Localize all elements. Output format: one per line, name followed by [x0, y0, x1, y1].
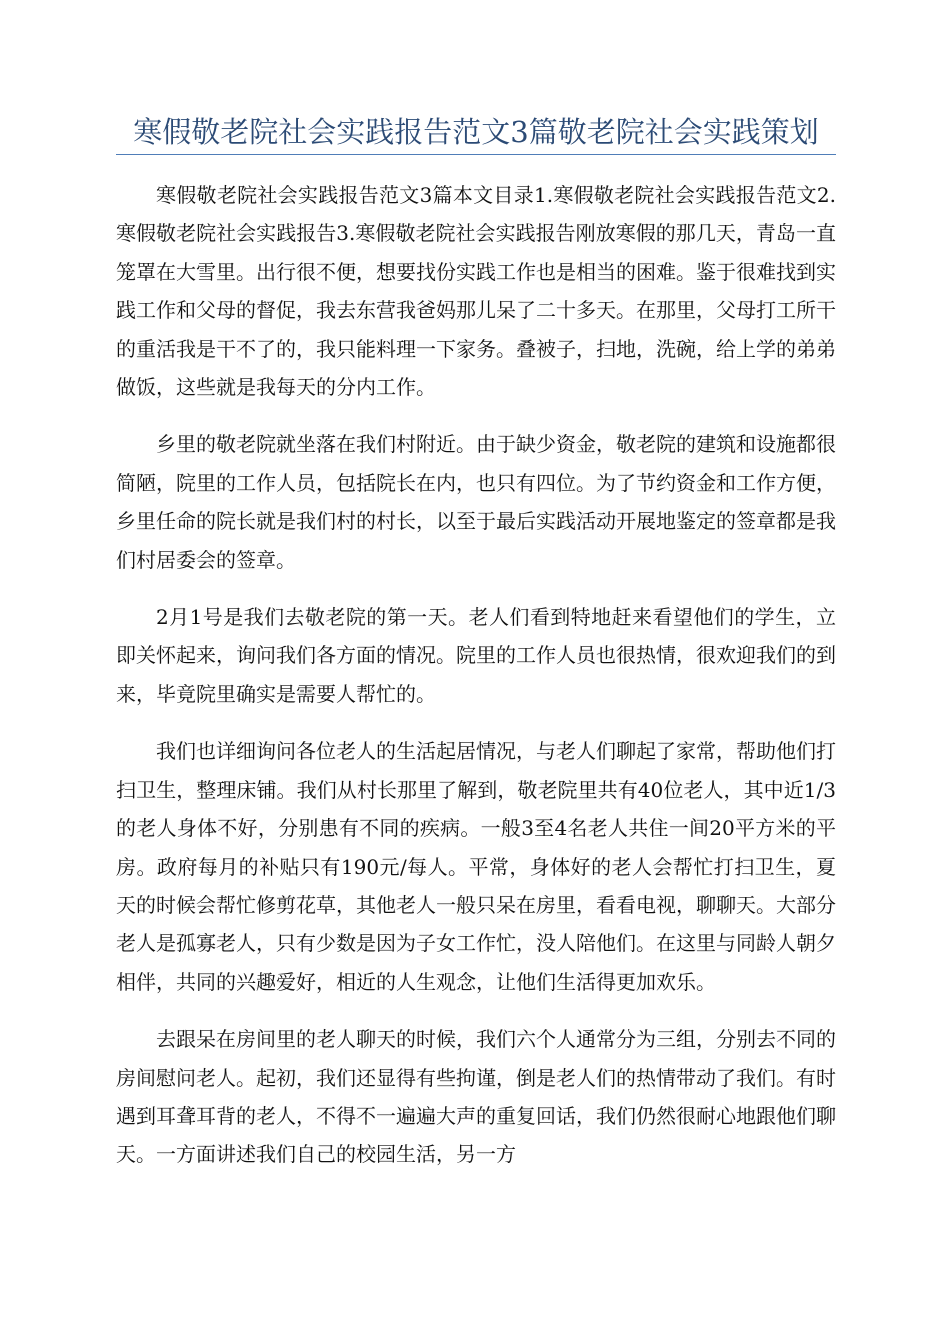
paragraph: 去跟呆在房间里的老人聊天的时候，我们六个人通常分为三组，分别去不同的房间慰问老人。起初，我们还显得有些拘谨，倒是老人们的热情带动了我们。有时遇到耳聋耳背的老人，不得不一遍遍大声的重复回话，我们仍然很耐心地跟他们聊天。一方面讲述我们自己的校园生活，另一方 — [116, 1027, 836, 1167]
paragraph: 2月1号是我们去敬老院的第一天。老人们看到特地赶来看望他们的学生，立即关怀起来，询问我们各方面的情况。院里的工作人员也很热情，很欢迎我们的到来，毕竟院里确实是需要人帮忙的。 — [116, 605, 836, 706]
title-underline — [116, 154, 836, 155]
document-title: 寒假敬老院社会实践报告范文3篇敬老院社会实践策划 — [133, 115, 819, 149]
paragraph: 我们也详细询问各位老人的生活起居情况，与老人们聊起了家常，帮助他们打扫卫生，整理床铺。我们从村长那里了解到，敬老院里共有40位老人，其中近1/3的老人身体不好，分别患有不同的疾病。一般3至4名老人共住一间20平方米的平房。政府每月的补贴只有190元/每人。平常，身体好的老人会帮忙打扫卫生，夏天的时候会帮忙修剪花草，其他老人一般只呆在房里，看看电视，聊聊天。大部分老人是孤寡老人，只有少数是因为子女工作忙，没人陪他们。在这里与同龄人朝夕相伴，共同的兴趣爱好，相近的人生观念，让他们生活得更加欢乐。 — [116, 739, 836, 994]
paragraph: 乡里的敬老院就坐落在我们村附近。由于缺少资金，敬老院的建筑和设施都很简陋，院里的工作人员，包括院长在内，也只有四位。为了节约资金和工作方便，乡里任命的院长就是我们村的村长，以至于最后实践活动开展地鉴定的签章都是我们村居委会的签章。 — [116, 432, 836, 572]
paragraph: 寒假敬老院社会实践报告范文3篇本文目录1.寒假敬老院社会实践报告范文2.寒假敬老院社会实践报告3.寒假敬老院社会实践报告刚放寒假的那几天，青岛一直笼罩在大雪里。出行很不便，想要找份实践工作也是相当的困难。鉴于很难找到实践工作和父母的督促，我去东营我爸妈那儿呆了二十多天。在那里，父母打工所干的重活我是干不了的，我只能料理一下家务。叠被子，扫地，洗碗，给上学的弟弟做饭，这些就是我每天的分内工作。 — [116, 183, 836, 400]
document-body — [116, 176, 836, 1193]
